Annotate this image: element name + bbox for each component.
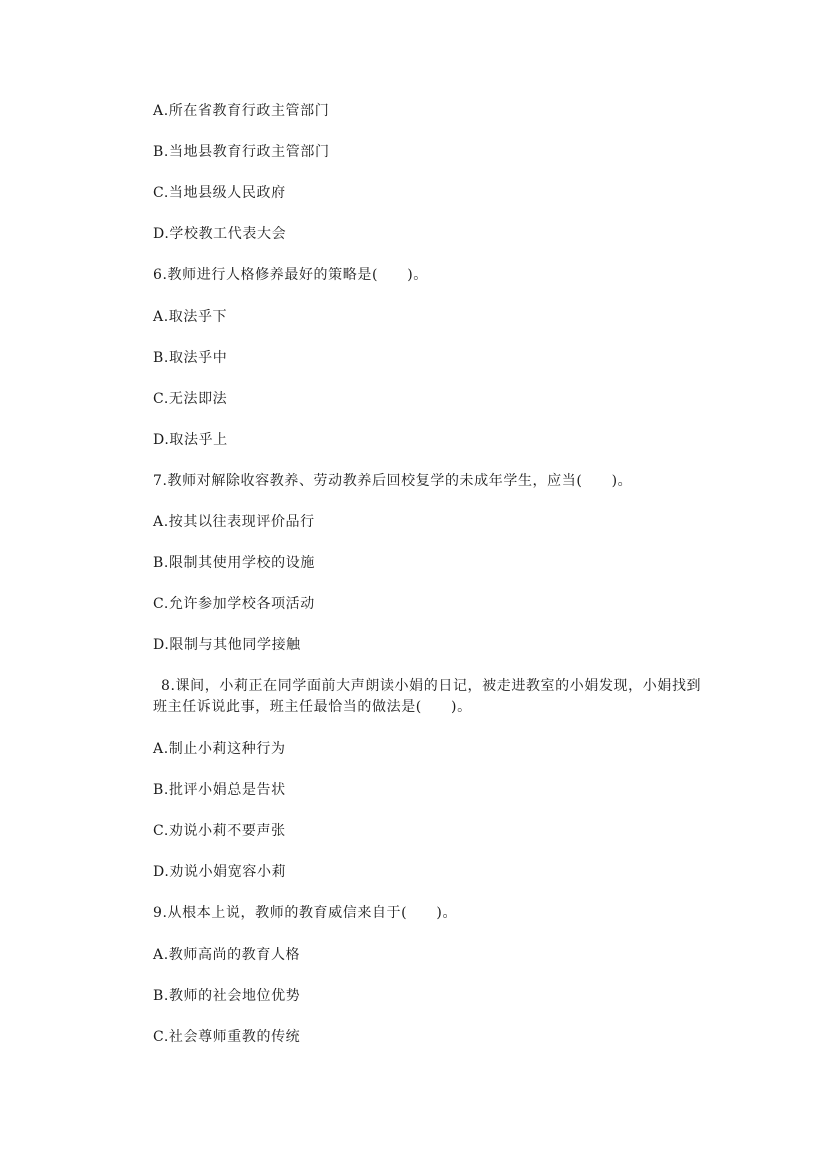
q8-option-c: C.劝说小莉不要声张 (153, 823, 286, 839)
q8-option-a: A.制止小莉这种行为 (153, 741, 286, 757)
question-7: 7.教师对解除收容教养、劳动教养后回校复学的未成年学生，应当( )。 (153, 473, 633, 489)
q9-option-a: A.教师高尚的教育人格 (153, 947, 301, 963)
q6-option-b: B.取法乎中 (153, 350, 228, 366)
q5-option-d: D.学校教工代表大会 (153, 226, 287, 242)
q6-option-d: D.取法乎上 (153, 432, 228, 448)
q7-option-c: C.允许参加学校各项活动 (153, 596, 315, 612)
question-6: 6.教师进行人格修养最好的策略是( )。 (153, 267, 428, 283)
q9-option-b: B.教师的社会地位优势 (153, 988, 301, 1004)
question-8-line-1: 8.课间，小莉正在同学面前大声朗读小娟的日记，被走进教室的小娟发现，小娟找到 (161, 678, 702, 694)
q7-option-d: D.限制与其他同学接触 (153, 637, 301, 653)
q7-option-b: B.限制其使用学校的设施 (153, 555, 315, 571)
q6-option-c: C.无法即法 (153, 391, 228, 407)
q7-option-a: A.按其以往表现评价品行 (153, 514, 315, 530)
q8-option-b: B.批评小娟总是告状 (153, 782, 286, 798)
q5-option-a: A.所在省教育行政主管部门 (153, 103, 330, 119)
q6-option-a: A.取法乎下 (153, 309, 228, 325)
q5-option-c: C.当地县级人民政府 (153, 185, 286, 201)
question-8-line-2: 班主任诉说此事，班主任最恰当的做法是( )。 (153, 699, 472, 715)
q8-option-d: D.劝说小娟宽容小莉 (153, 864, 287, 880)
question-9: 9.从根本上说，教师的教育威信来自于( )。 (153, 905, 458, 921)
q5-option-b: B.当地县教育行政主管部门 (153, 144, 330, 160)
q9-option-c: C.社会尊师重教的传统 (153, 1029, 301, 1045)
